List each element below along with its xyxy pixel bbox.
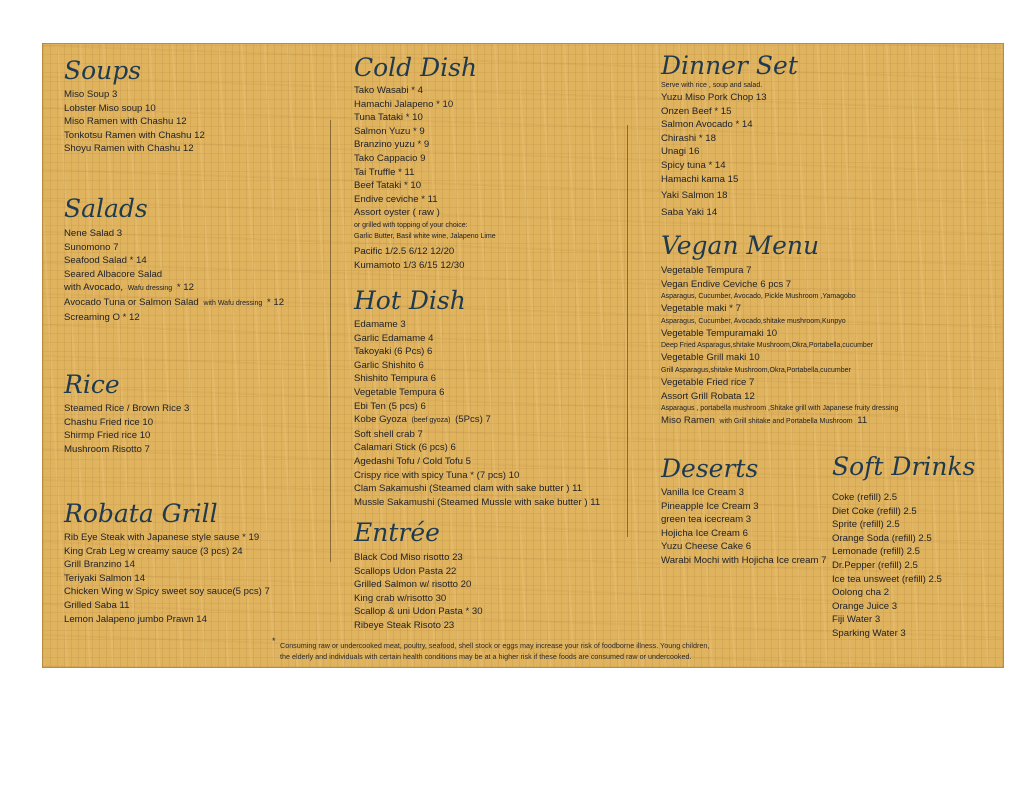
list-item: Coke (refill) 2.5: [832, 492, 898, 503]
list-item: Black Cod Miso risotto 23: [354, 552, 463, 563]
item-note: Asparagus, Cucumber, Avocado, Pickle Mushroom ,Yamagobo: [661, 293, 856, 301]
list-item: [64, 281, 284, 296]
list-item: Onzen Beef * 15: [661, 105, 732, 117]
list-item: Chashu Fried rice 10: [64, 416, 154, 428]
item-price: * 12: [266, 296, 285, 308]
rice-heading: Rice: [64, 370, 120, 399]
list-item: Mushroom Risotto 7: [64, 443, 150, 455]
list-item: Grilled Saba 11: [64, 599, 130, 611]
list-item: Sunomono 7: [64, 241, 119, 253]
list-item: Scallop & uni Udon Pasta * 30: [354, 606, 483, 618]
list-item: Chirashi * 18: [661, 132, 716, 144]
list-item: Vegetable Grill maki 10: [661, 352, 760, 364]
dinner-set-heading: Dinner Set: [661, 51, 798, 80]
list-item: Kumamoto 1/3 6/15 12/30: [354, 259, 465, 271]
list-item: Assort oyster ( raw ): [354, 207, 440, 219]
list-item: Saba Yaki 14: [661, 206, 718, 218]
deserts-list: [661, 486, 826, 568]
list-item: Sparking Water 3: [832, 627, 906, 639]
list-item: Mussle Sakamushi (Steamed Mussle with sake butter ) 11: [354, 496, 601, 508]
list-item: Scallops Udon Pasta 22: [354, 565, 457, 577]
list-item: Soft shell crab 7: [354, 428, 423, 440]
list-item: Diet Coke (refill) 2.5: [832, 505, 917, 517]
list-item: Grill Branzino 14: [64, 559, 135, 571]
item-price: * 12: [176, 282, 194, 294]
item-price: 11: [857, 415, 868, 427]
cold-dish-heading: Cold Dish: [354, 53, 478, 82]
list-item: Yaki Salmon 18: [661, 190, 728, 202]
list-item: Warabi Mochi with Hojicha Ice cream 7: [661, 554, 827, 566]
list-item: Vegan Endive Ceviche 6 pcs 7: [661, 278, 792, 290]
list-item: King Crab Leg w creamy sauce (3 pcs) 24: [64, 545, 243, 557]
item-note: Wafu dressing: [127, 285, 173, 293]
item-note: (beef gyoza): [411, 417, 451, 425]
list-item: Seafood Salad * 14: [64, 255, 147, 267]
list-item: Vegetable maki * 7: [661, 303, 742, 315]
item-name: with Avocado,: [64, 282, 124, 294]
list-item: Orange Soda (refill) 2.5: [832, 532, 932, 544]
list-item: Tako Wasabi * 4: [354, 85, 423, 96]
section-subtitle: Serve with rice , soup and salad.: [661, 82, 763, 89]
list-item: Miso Ramen with Chashu 12: [64, 116, 187, 128]
list-item: Vegetable Fried rice 7: [661, 376, 755, 388]
list-item: Ice tea unsweet (refill) 2.5: [832, 573, 942, 585]
list-item: Ribeye Steak Risoto 23: [354, 619, 455, 631]
salads-heading: Salads: [64, 194, 148, 223]
list-item: Takoyaki (6 Pcs) 6: [354, 346, 433, 358]
list-item: Calamari Stick (6 pcs) 6: [354, 442, 456, 454]
list-item: King crab w/risotto 30: [354, 592, 447, 604]
item-note: with Wafu dressing: [203, 299, 263, 307]
dinner-set-list: [661, 80, 767, 219]
list-item: Chicken Wing w Spicy sweet soy sauce(5 pcs) 7: [64, 586, 270, 598]
list-item: Tai Truffle * 11: [354, 166, 415, 178]
list-item: Spicy tuna * 14: [661, 159, 726, 171]
list-item: Yuzu Miso Pork Chop 13: [661, 92, 767, 103]
list-item: [64, 296, 284, 311]
item-note: or grilled with topping of your choice:: [354, 221, 468, 229]
soups-heading: Soups: [64, 56, 142, 85]
list-item: Hamachi kama 15: [661, 173, 739, 185]
list-item: Lemonade (refill) 2.5: [832, 546, 920, 558]
list-item: Rib Eye Steak with Japanese style sause * 19: [64, 532, 260, 543]
list-item: Steamed Rice / Brown Rice 3: [64, 403, 190, 414]
disclaimer-line: Consuming raw or undercooked meat, poultry, seafood, shell stock or eggs may increase your risk of foodborne illness. Young children,: [280, 641, 710, 650]
list-item: Branzino yuzu * 9: [354, 139, 430, 151]
item-name: Miso Ramen: [661, 415, 715, 427]
list-item: Lobster Miso soup 10: [64, 102, 156, 114]
item-note: Asparagus , portabella mushroom ,Shitake grill with Japanese fruity dressing: [661, 405, 899, 413]
list-item: Pacific 1/2.5 6/12 12/20: [354, 245, 455, 257]
item-note: with Grill shitake and Portabella Mushroom: [719, 418, 853, 426]
soups-list: [64, 88, 205, 156]
list-item: Yuzu Cheese Cake 6: [661, 541, 752, 553]
list-item: Orange Juice 3: [832, 600, 898, 612]
item-note: Deep Fried Asparagus,shitake Mushroom,Okra,Portabella,cucumber: [661, 342, 874, 350]
raw-food-disclaimer: [280, 641, 750, 662]
item-note: Garlic Butter, Basil white wine, Jalapeno Lime: [354, 232, 496, 240]
list-item: Teriyaki Salmon 14: [64, 572, 146, 584]
list-item: [661, 414, 898, 429]
list-item: Vegetable Tempura 7: [661, 265, 752, 276]
list-item: Shishito Tempura 6: [354, 373, 436, 385]
list-item: Fiji Water 3: [832, 614, 881, 626]
robata-heading: Robata Grill: [64, 499, 218, 528]
list-item: Sprite (refill) 2.5: [832, 519, 900, 531]
hot-dish-heading: Hot Dish: [354, 286, 466, 315]
list-item: green tea icecream 3: [661, 514, 752, 526]
item-name: Kobe Gyoza: [354, 414, 407, 426]
list-item: Hamachi Jalapeno * 10: [354, 98, 454, 110]
deserts-heading: Deserts: [661, 454, 759, 483]
soft-drinks-heading: Soft Drinks: [832, 452, 976, 481]
item-note: Asparagus, Cucumber, Avocado,shitake mushroom,Kunpyo: [661, 317, 846, 325]
list-item: Vegetable Tempuramaki 10: [661, 327, 778, 339]
list-item: Beef Tataki * 10: [354, 180, 422, 192]
salads-list: [64, 227, 284, 324]
list-item: [354, 413, 600, 428]
list-item: Pineapple Ice Cream 3: [661, 500, 759, 512]
list-item: Ebi Ten (5 pcs) 6: [354, 400, 426, 412]
item-name: Avocado Tuna or Salmon Salad: [64, 296, 199, 308]
list-item: Garlic Shishito 6: [354, 359, 424, 371]
disclaimer-line: the elderly and individuals with certain health conditions may be at a higher risk if these foods are consumed raw or undercooked.: [280, 651, 692, 661]
list-item: Clam Sakamushi (Steamed clam with sake butter ) 11: [354, 483, 583, 495]
list-item: Endive ceviche * 11: [354, 193, 438, 205]
list-item: Vegetable Tempura 6: [354, 386, 445, 398]
robata-list: [64, 531, 270, 626]
list-item: Nene Salad 3: [64, 228, 123, 239]
list-item: Tako Cappacio 9: [354, 152, 426, 164]
list-item: Tuna Tataki * 10: [354, 112, 423, 124]
list-item: Hojicha Ice Cream 6: [661, 527, 748, 539]
entree-list: [354, 551, 483, 633]
list-item: Screaming O * 12: [64, 311, 140, 323]
vegan-menu-heading: Vegan Menu: [661, 231, 820, 260]
list-item: Unagi 16: [661, 146, 700, 158]
list-item: Garlic Edamame 4: [354, 332, 434, 344]
list-item: Shirmp Fried rice 10: [64, 430, 151, 442]
list-item: Seared Albacore Salad: [64, 268, 163, 280]
list-item: Edamame 3: [354, 319, 406, 330]
cold-dish-list: [354, 84, 496, 272]
list-item: Assort Grill Robata 12: [661, 390, 755, 402]
item-note: Grill Asparagus,shitake Mushroom,Okra,Portabella,cucumber: [661, 366, 851, 374]
soft-drinks-list: [832, 491, 942, 641]
entree-heading: Entrée: [354, 518, 440, 547]
column-divider-right: [627, 125, 628, 537]
list-item: Agedashi Tofu / Cold Tofu 5: [354, 455, 471, 467]
list-item: Miso Soup 3: [64, 89, 118, 100]
list-item: Oolong cha 2: [832, 587, 890, 599]
column-divider-left: [330, 120, 331, 562]
list-item: Shoyu Ramen with Chashu 12: [64, 143, 194, 155]
list-item: Salmon Yuzu * 9: [354, 125, 425, 137]
list-item: Tonkotsu Ramen with Chashu 12: [64, 129, 205, 141]
list-item: Grilled Salmon w/ risotto 20: [354, 579, 472, 591]
list-item: Vanilla Ice Cream 3: [661, 487, 745, 498]
list-item: Salmon Avocado * 14: [661, 119, 753, 131]
list-item: Dr.Pepper (refill) 2.5: [832, 559, 918, 571]
rice-list: [64, 402, 189, 456]
vegan-menu-list: [661, 264, 898, 429]
hot-dish-list: [354, 318, 600, 509]
list-item: Crispy rice with spicy Tuna * (7 pcs) 10: [354, 469, 520, 481]
list-item: Lemon Jalapeno jumbo Prawn 14: [64, 613, 207, 625]
item-price: (5Pcs) 7: [455, 414, 491, 426]
footer-asterisk: *: [272, 636, 276, 646]
